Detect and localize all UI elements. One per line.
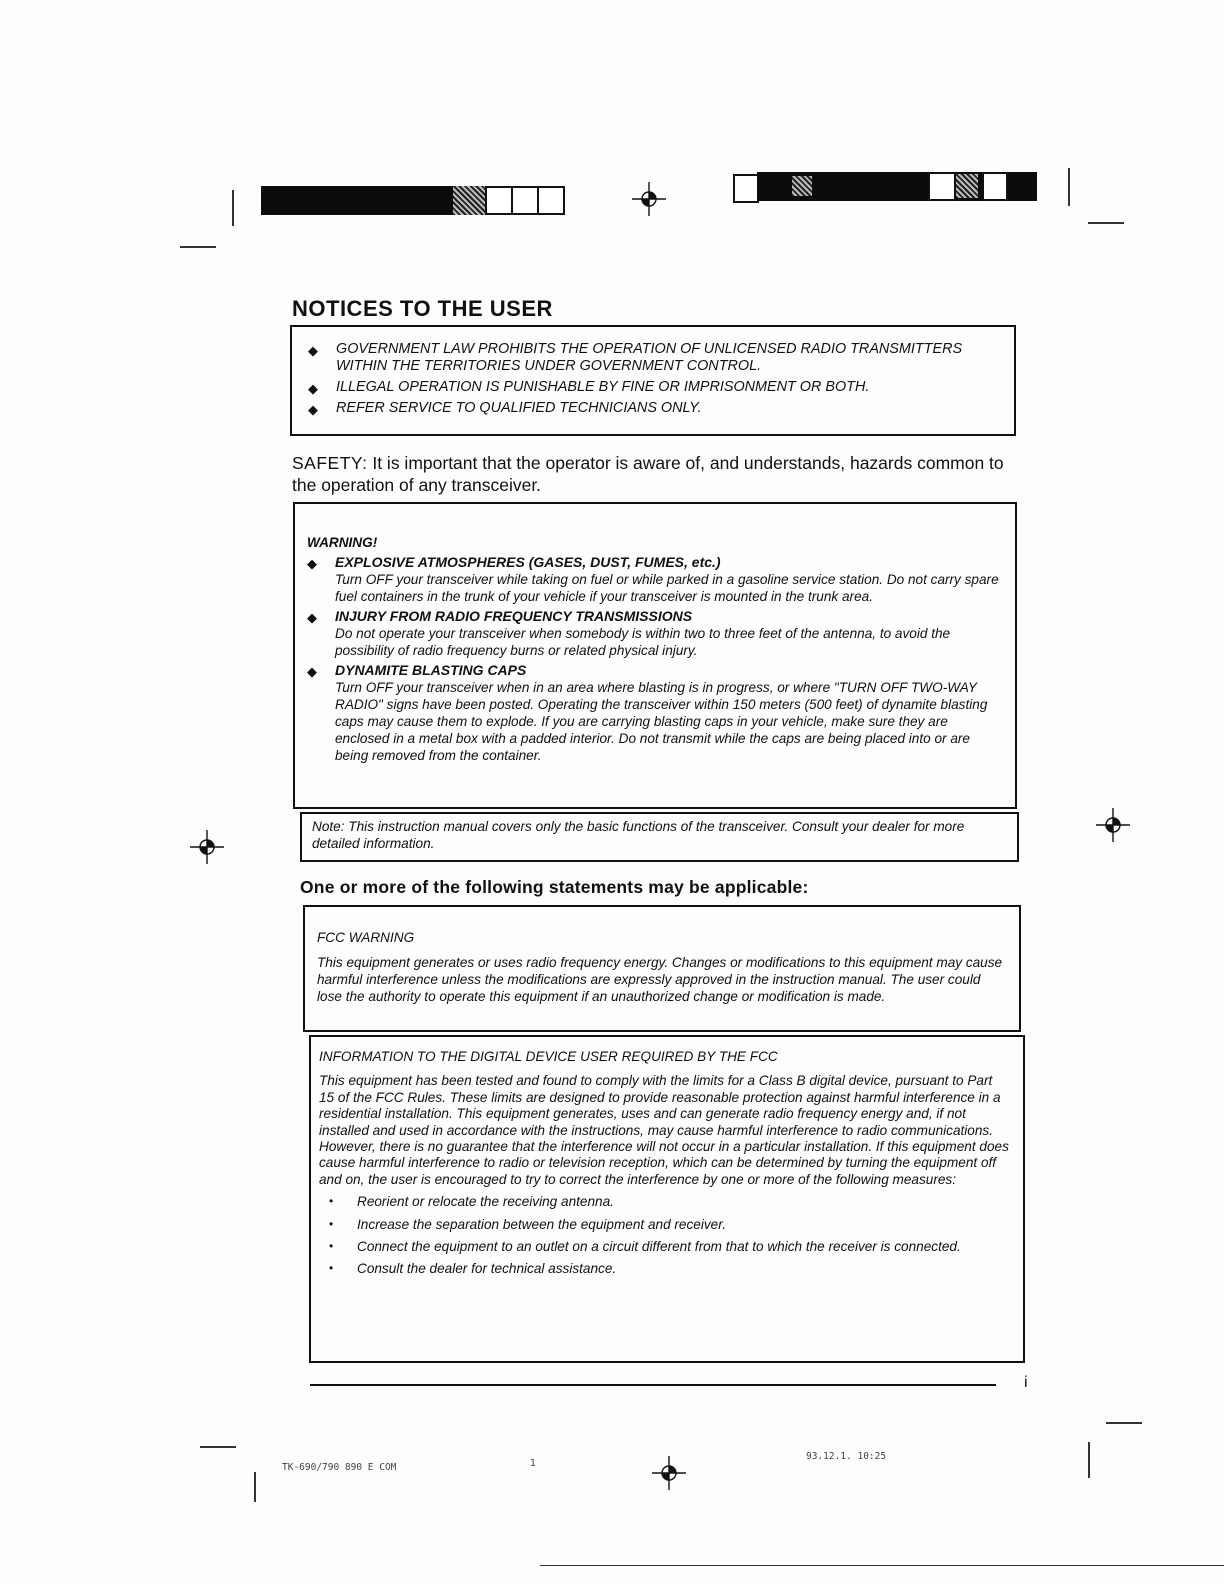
diamond-bullet-icon: ◆ <box>308 343 318 358</box>
applicable-heading: One or more of the following statements may be applicable: <box>300 877 809 897</box>
fcc-warning-box <box>303 905 1021 1032</box>
registration-hatch-left <box>453 186 485 215</box>
note-box <box>300 812 1019 862</box>
list-item <box>296 341 1004 375</box>
list-item <box>319 1239 1011 1255</box>
measure-text: Consult the dealer for technical assistance. <box>357 1261 617 1277</box>
warning-item-heading: EXPLOSIVE ATMOSPHERES (GASES, DUST, FUMES, etc.) <box>335 554 721 570</box>
registration-box-left-2 <box>511 186 539 215</box>
registration-box-left-1 <box>485 186 513 215</box>
dot-bullet-icon: • <box>329 1261 334 1276</box>
registration-box-right-2 <box>928 172 956 201</box>
crosshair-target-icon <box>190 830 224 864</box>
fcc-warning-heading: FCC WARNING <box>317 930 415 945</box>
measure-text: Reorient or relocate the receiving antenna. <box>357 1194 614 1210</box>
registration-hatch-right-1 <box>792 176 812 196</box>
warning-item-body: Turn OFF your transceiver while taking on fuel or while parked in a gasoline service station. Do not carry spare fuel containers in the trunk of your vehicle if your transceiver is mounted in the trunk area. <box>335 572 999 604</box>
fcc-info-box <box>309 1035 1025 1363</box>
footer-left: TK-690/790 890 E COM <box>282 1462 397 1473</box>
page-title: NOTICES TO THE USER <box>292 296 553 321</box>
registration-hatch-right-2 <box>956 174 978 198</box>
warning-heading: WARNING! <box>307 535 378 550</box>
footer-timestamp: 93.12.1. 10:25 <box>806 1451 887 1462</box>
notice-text: GOVERNMENT LAW PROHIBITS THE OPERATION OF UNLICENSED RADIO TRANSMITTERS WITHIN THE TERRITORIES UNDER GOVERNMENT CONTROL. <box>336 341 963 374</box>
crop-mark-top-left <box>180 246 216 248</box>
warning-item-body: Turn OFF your transceiver when in an area where blasting is in progress, or where "TURN OFF TWO-WAY RADIO" signs have been posted. Operating the transceiver within 150 meters (500 feet) of dynamite blasting caps may cause them to explode. If you are carrying blasting caps in your vehicle, make sure they are enclosed in a metal box with a padded interior. Do not transmit while the caps are being placed into or are being removed from the container. <box>335 680 988 763</box>
dot-bullet-icon: • <box>329 1239 334 1254</box>
footer-center: 1 <box>530 1458 536 1469</box>
crop-mark-bottom-right-v <box>1088 1442 1090 1478</box>
notice-text: ILLEGAL OPERATION IS PUNISHABLE BY FINE OR IMPRISONMENT OR BOTH. <box>336 379 870 395</box>
list-item <box>307 662 1003 764</box>
diamond-bullet-icon: ◆ <box>308 381 318 396</box>
crosshair-target-icon <box>632 182 666 216</box>
list-item <box>296 400 1004 417</box>
fcc-warning-body: This equipment generates or uses radio frequency energy. Changes or modifications to this equipment may cause harmful interference unless the modifications are expressly approved in the instruction manual. The user could lose the authority to operate this equipment if an unauthorized change or modification is made. <box>317 955 1003 1004</box>
warning-item-heading: INJURY FROM RADIO FREQUENCY TRANSMISSIONS <box>335 608 693 624</box>
diamond-bullet-icon: ◆ <box>307 610 317 625</box>
warning-list <box>307 554 1003 764</box>
warning-box <box>293 502 1017 809</box>
government-notices-box <box>290 325 1016 436</box>
page-number: i <box>1024 1374 1028 1391</box>
crop-mark-bottom-line <box>540 1565 1224 1566</box>
measure-text: Connect the equipment to an outlet on a circuit different from that to which the receiver is connected. <box>357 1239 961 1255</box>
registration-box-right-1 <box>733 174 759 203</box>
list-item <box>319 1261 1011 1277</box>
bottom-rule <box>310 1384 996 1386</box>
crosshair-target-icon <box>1096 808 1130 842</box>
dot-bullet-icon: • <box>329 1194 334 1209</box>
notice-text: REFER SERVICE TO QUALIFIED TECHNICIANS ONLY. <box>336 400 702 416</box>
warning-item-body: Do not operate your transceiver when somebody is within two to three feet of the antenna, to avoid the possibility of radio frequency burns or related physical injury. <box>335 626 951 658</box>
diamond-bullet-icon: ◆ <box>307 664 317 679</box>
warning-item-heading: DYNAMITE BLASTING CAPS <box>335 662 527 678</box>
diamond-bullet-icon: ◆ <box>308 402 318 417</box>
registration-box-right-3 <box>982 172 1008 201</box>
note-text: Note: This instruction manual covers only the basic functions of the transceiver. Consult your dealer for more detailed information. <box>312 819 965 851</box>
safety-paragraph <box>292 452 1022 496</box>
list-item <box>296 379 1004 396</box>
list-item <box>319 1217 1011 1233</box>
safety-text: It is important that the operator is aware of, and understands, hazards common to the operation of any transceiver. <box>292 453 1004 495</box>
dot-bullet-icon: • <box>329 1216 334 1231</box>
notices-list <box>296 341 1004 417</box>
diamond-bullet-icon: ◆ <box>307 556 317 571</box>
measure-text: Increase the separation between the equipment and receiver. <box>357 1216 727 1232</box>
list-item <box>319 1194 1011 1210</box>
measures-list <box>319 1194 1011 1278</box>
fcc-info-heading: INFORMATION TO THE DIGITAL DEVICE USER REQUIRED BY THE FCC <box>319 1049 778 1064</box>
crop-mark-bottom-left-v <box>254 1472 256 1502</box>
list-item <box>307 554 1003 605</box>
list-item <box>307 608 1003 659</box>
crop-mark-top-right <box>1088 222 1124 224</box>
fcc-info-body: This equipment has been tested and found to comply with the limits for a Class B digital device, pursuant to Part 15 of the FCC Rules. These limits are designed to provide reasonable protection against harmful interference in a residential installation. This equipment generates, uses and can generate radio frequency energy and, if not installed and used in accordance with the instructions, may cause harmful interference to radio communications. However, there is no guarantee that the interference will not occur in a particular installation. If this equipment does cause harmful interference to radio or television reception, which can be determined by turning the equipment off and on, the user is encouraged to try to correct the interference by one or more of the following measures: <box>319 1073 1009 1187</box>
registration-box-left-3 <box>537 186 565 215</box>
crop-mark-top-left-v <box>232 190 234 226</box>
crop-mark-top-right-v <box>1068 168 1070 206</box>
crosshair-target-icon <box>652 1456 686 1490</box>
safety-label: SAFETY: <box>292 453 368 473</box>
crop-mark-bottom-right <box>1106 1422 1142 1424</box>
crop-mark-bottom-left <box>200 1446 236 1448</box>
registration-bar-left <box>261 186 453 215</box>
